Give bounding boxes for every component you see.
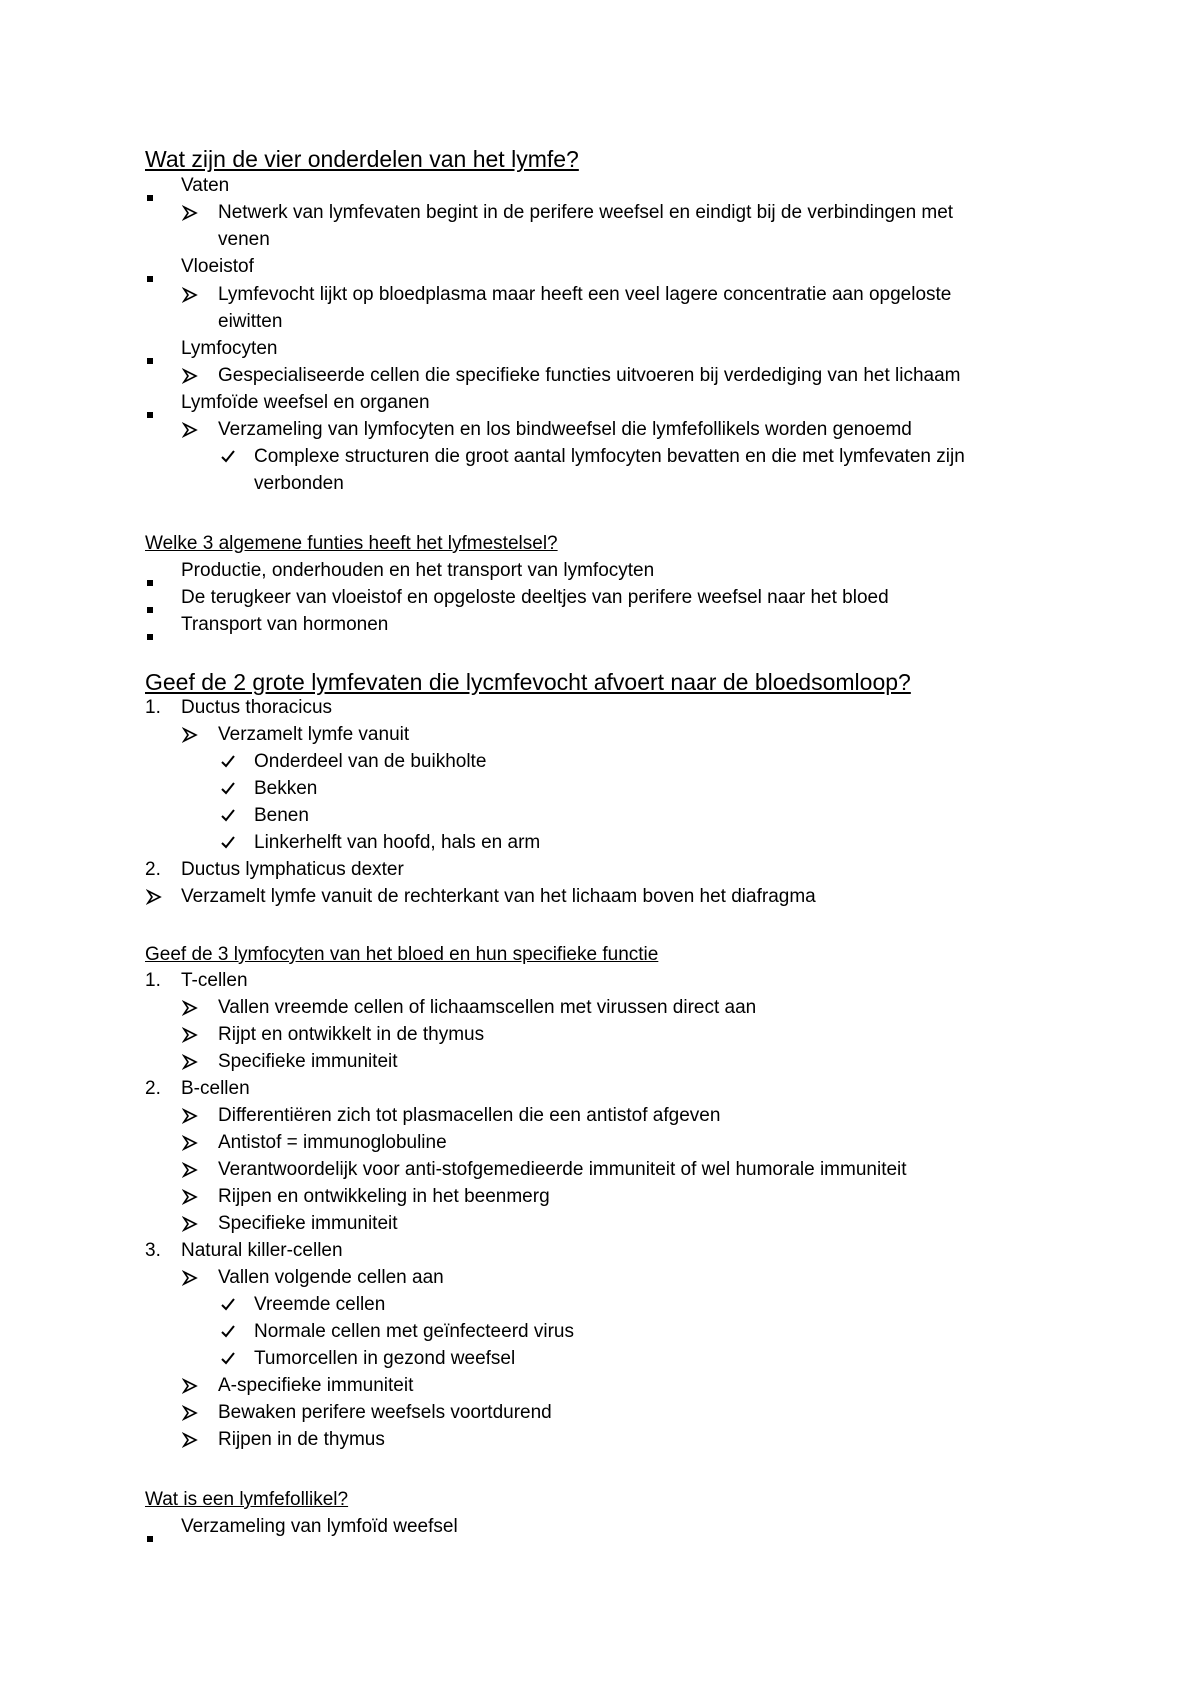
section-heading: Geef de 3 lymfocyten van het bloed en hun specifieke functie (145, 944, 659, 965)
list-item-text: Benen (254, 805, 309, 826)
section-heading: Wat is een lymfefollikel? (145, 1489, 349, 1510)
list-item-text: B-cellen (181, 1078, 250, 1099)
list-number: 1. (145, 697, 161, 718)
arrow-bullet-icon (182, 1135, 198, 1151)
list-item-text: Vaten (181, 175, 230, 196)
arrow-bullet-icon (182, 1432, 198, 1448)
checkmark-icon (220, 753, 236, 769)
arrow-bullet-icon (182, 287, 198, 303)
list-item-text: Rijpen in de thymus (218, 1429, 385, 1450)
section-heading: Wat zijn de vier onderdelen van het lymfe? (145, 146, 579, 172)
list-item-text: Verzamelt lymfe vanuit (218, 724, 410, 745)
arrow-bullet-icon (182, 422, 198, 438)
list-item-text: verbonden (254, 473, 344, 494)
square-bullet-icon (147, 346, 153, 372)
list-item-text: Rijpt en ontwikkelt in de thymus (218, 1024, 485, 1045)
square-bullet-icon (147, 622, 153, 648)
arrow-bullet-icon (182, 1027, 198, 1043)
checkmark-icon (220, 807, 236, 823)
list-number: 2. (145, 1078, 161, 1099)
list-item-text: Onderdeel van de buikholte (254, 751, 487, 772)
checkmark-icon (220, 1350, 236, 1366)
list-item-text: Ductus lymphaticus dexter (181, 859, 404, 880)
arrow-bullet-icon (182, 1108, 198, 1124)
arrow-bullet-icon (182, 1189, 198, 1205)
square-bullet-icon (147, 595, 153, 621)
list-item-text: Specifieke immuniteit (218, 1213, 398, 1234)
square-bullet-icon (147, 1524, 153, 1550)
arrow-bullet-icon (182, 1162, 198, 1178)
list-item-text: Vallen volgende cellen aan (218, 1267, 444, 1288)
checkmark-icon (220, 1296, 236, 1312)
list-item-text: Rijpen en ontwikkeling in het beenmerg (218, 1186, 550, 1207)
list-item-text: venen (218, 229, 270, 250)
list-item-text: T-cellen (181, 970, 248, 991)
arrow-bullet-icon (182, 1216, 198, 1232)
arrow-bullet-icon (182, 1378, 198, 1394)
square-bullet-icon (147, 400, 153, 426)
square-bullet-icon (147, 183, 153, 209)
list-item-text: Transport van hormonen (181, 614, 389, 635)
list-item-text: Ductus thoracicus (181, 697, 333, 718)
list-item-text: De terugkeer van vloeistof en opgeloste deeltjes van perifere weefsel naar het bloed (181, 587, 889, 608)
list-number: 1. (145, 970, 161, 991)
list-item-text: Lymfoïde weefsel en organen (181, 392, 430, 413)
list-number: 3. (145, 1240, 161, 1261)
arrow-bullet-icon (182, 1405, 198, 1421)
list-item-text: eiwitten (218, 311, 283, 332)
list-item-text: Lymfocyten (181, 338, 278, 359)
list-item-text: Antistof = immunoglobuline (218, 1132, 447, 1153)
list-item-text: A-specifieke immuniteit (218, 1375, 414, 1396)
list-number: 2. (145, 859, 161, 880)
list-item-text: Verzameling van lymfocyten en los bindweefsel die lymfefollikels worden genoemd (218, 419, 912, 440)
list-item-text: Normale cellen met geïnfecteerd virus (254, 1321, 574, 1342)
list-item-text: Lymfevocht lijkt op bloedplasma maar heeft een veel lagere concentratie aan opgeloste (218, 284, 952, 305)
list-item-text: Specifieke immuniteit (218, 1051, 398, 1072)
arrow-bullet-icon (182, 368, 198, 384)
list-item-text: Differentiëren zich tot plasmacellen die een antistof afgeven (218, 1105, 721, 1126)
list-item-text: Bekken (254, 778, 318, 799)
list-item-text: Netwerk van lymfevaten begint in de perifere weefsel en eindigt bij de verbindingen met (218, 202, 954, 223)
section-heading: Welke 3 algemene funties heeft het lyfmestelsel? (145, 533, 558, 554)
list-item-text: Complexe structuren die groot aantal lymfocyten bevatten en die met lymfevaten zijn (254, 446, 965, 467)
arrow-bullet-icon (146, 889, 162, 905)
list-item-text: Verantwoordelijk voor anti-stofgemedieerde immuniteit of wel humorale immuniteit (218, 1159, 907, 1180)
list-item-text: Tumorcellen in gezond weefsel (254, 1348, 516, 1369)
arrow-bullet-icon (182, 1054, 198, 1070)
list-item-text: Vallen vreemde cellen of lichaamscellen met virussen direct aan (218, 997, 757, 1018)
section-heading: Geef de 2 grote lymfevaten die lycmfevocht afvoert naar de bloedsomloop? (145, 669, 911, 695)
checkmark-icon (220, 1323, 236, 1339)
arrow-bullet-icon (182, 1000, 198, 1016)
square-bullet-icon (147, 264, 153, 290)
checkmark-icon (220, 780, 236, 796)
list-item-text: Bewaken perifere weefsels voortdurend (218, 1402, 552, 1423)
list-item-text: Linkerhelft van hoofd, hals en arm (254, 832, 541, 853)
list-item-text: Vreemde cellen (254, 1294, 386, 1315)
arrow-bullet-icon (182, 205, 198, 221)
list-item-text: Productie, onderhouden en het transport van lymfocyten (181, 560, 655, 581)
arrow-bullet-icon (182, 1270, 198, 1286)
arrow-bullet-icon (182, 727, 198, 743)
checkmark-icon (220, 834, 236, 850)
list-item-text: Gespecialiseerde cellen die specifieke functies uitvoeren bij verdediging van het lichaam (218, 365, 961, 386)
list-item-text: Natural killer-cellen (181, 1240, 343, 1261)
list-item-text: Verzamelt lymfe vanuit de rechterkant van het lichaam boven het diafragma (181, 886, 816, 907)
list-item-text: Vloeistof (181, 256, 254, 277)
checkmark-icon (220, 448, 236, 464)
list-item-text: Verzameling van lymfoïd weefsel (181, 1516, 458, 1537)
square-bullet-icon (147, 568, 153, 594)
